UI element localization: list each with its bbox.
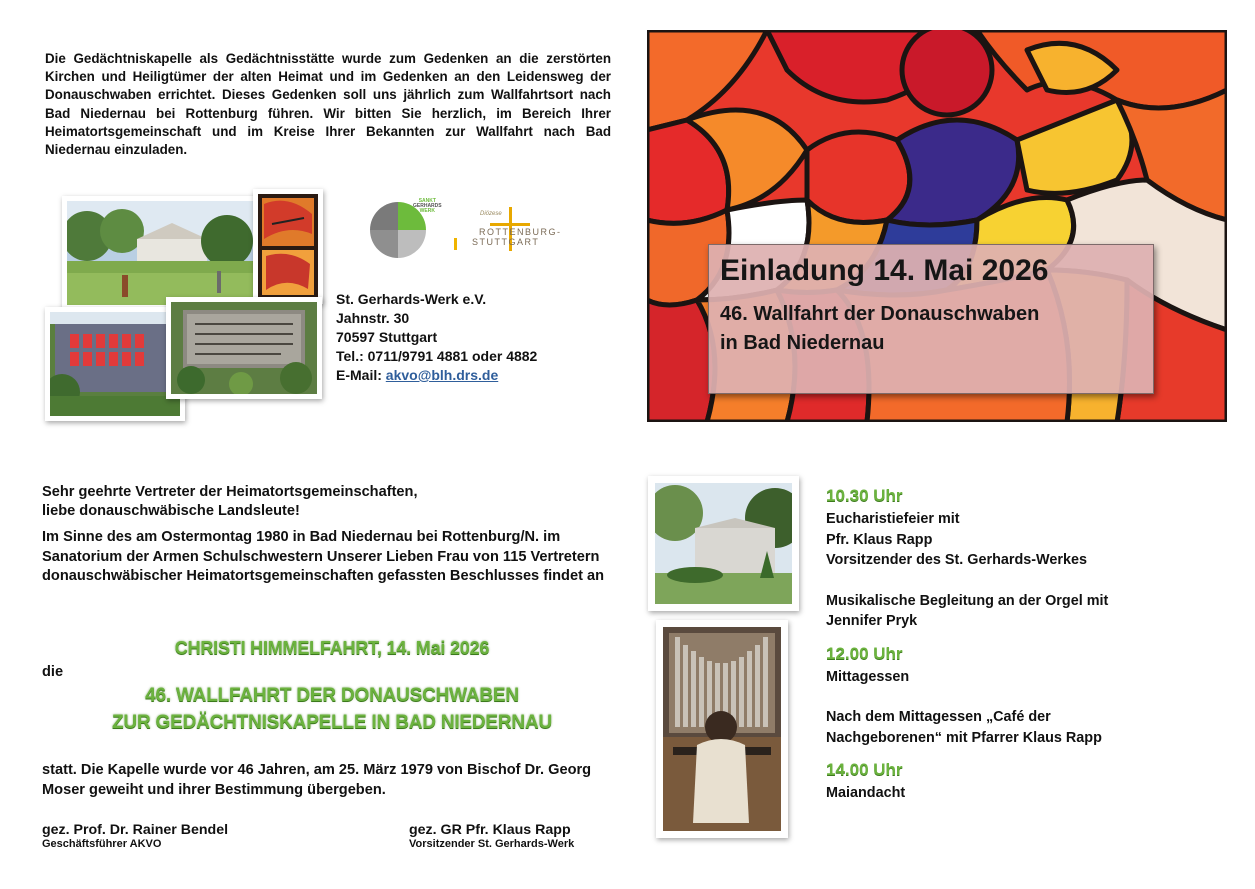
letter bbox=[42, 483, 632, 586]
time-1030: 10.30 Uhr bbox=[826, 486, 903, 505]
schedule-cafe-line1: Nach dem Mittagessen „Café der bbox=[826, 709, 1051, 725]
photo-chapel-windows bbox=[45, 307, 185, 421]
schedule-priest: Pfr. Klaus Rapp bbox=[826, 531, 933, 548]
city: 70597 Stuttgart bbox=[336, 329, 438, 345]
invitation-title: Einladung 14. Mai 2026 bbox=[720, 254, 1049, 287]
email-row bbox=[336, 366, 537, 385]
email-link[interactable]: akvo@blh.drs.de bbox=[385, 367, 499, 383]
signature-2-role: Vorsitzender St. Gerhards-Werk bbox=[409, 838, 575, 850]
event-heading-line1: 46. WALLFAHRT DER DONAUSCHWABEN bbox=[145, 685, 519, 706]
gerhardswerk-logo-text: SANKT GERHARDS WERK bbox=[413, 198, 442, 214]
schedule-maiandacht: Maiandacht bbox=[826, 785, 906, 801]
invitation-subtitle bbox=[720, 300, 1039, 358]
dioezese-divider bbox=[454, 238, 457, 250]
signature-2 bbox=[409, 822, 574, 850]
schedule-cafe-line2: Nachgeborenen“ mit Pfarrer Klaus Rapp bbox=[826, 729, 1102, 746]
letter-body: Im Sinne des am Ostermontag 1980 in Bad Niedernau bei Rottenburg/N. im Sanatorium der Armen Schulschwestern Unserer Lieben Frau von 115 Vertretern donauschwäbischer Heimatortsgemeinschaften gefassten Beschlusses findet an bbox=[42, 529, 605, 584]
street: Jahnstr. 30 bbox=[336, 310, 410, 326]
time-1200: 12.00 Uhr bbox=[826, 643, 903, 663]
signature-1-role: Geschäftsführer AKVO bbox=[42, 838, 162, 850]
die-word: die bbox=[42, 664, 64, 680]
time-1400: 14.00 Uhr bbox=[826, 760, 903, 779]
invitation-line2: in Bad Niedernau bbox=[720, 332, 885, 354]
signature-2-name: gez. GR Pfr. Klaus Rapp bbox=[409, 822, 571, 838]
org-name: St. Gerhards-Werk e.V. bbox=[336, 291, 487, 307]
phone: Tel.: 0711/9791 4881 oder 4882 bbox=[336, 348, 538, 364]
dioezese-cross-logo: Diözese ROTTENBURG- STUTTGART bbox=[472, 207, 572, 257]
date-heading: CHRISTI HIMMELFAHRT, 14. Mai 2026 bbox=[174, 638, 490, 658]
photo-organ-player bbox=[656, 620, 788, 838]
schedule-organist: Jennifer Pryk bbox=[826, 613, 918, 629]
greeting-line2: liebe donauschwäbische Landsleute! bbox=[42, 503, 300, 520]
email-label: E-Mail: bbox=[336, 367, 382, 383]
signature-1-name: gez. Prof. Dr. Rainer Bendel bbox=[42, 822, 229, 838]
schedule bbox=[826, 485, 1226, 804]
event-heading-line2: ZUR GEDÄCHTNISKAPELLE IN BAD NIEDERNAU bbox=[112, 712, 552, 733]
schedule-lunch: Mittagessen bbox=[826, 668, 910, 685]
intro-paragraph: Die Gedächtniskapelle als Gedächtnisstätte wurde zum Gedenken an die zerstörten Kirchen und Heiligtümer der alten Heimat und im Gedenken an den Leidensweg der Donauschwaben errichtet. Dieses Gedenken soll uns jährlich zum Wallfahrtsort nach Bad Niedernau bei Rottenburg führen. Wir bitten Sie herzlich, im Bereich Ihrer Heimatortsgemeinschaft und im Kreise Ihrer Bekannten zur Wallfahrt nach Bad Niedernau einzuladen. bbox=[45, 51, 611, 158]
closing-paragraph: statt. Die Kapelle wurde vor 46 Jahren, am 25. März 1979 von Bischof Dr. Georg Moser geweiht und ihrer Bestimmung übergeben. bbox=[42, 762, 592, 798]
schedule-priest-role: Vorsitzender des St. Gerhards-Werkes bbox=[826, 552, 1087, 568]
photo-glass-window bbox=[253, 189, 323, 304]
photo-chapel-exterior bbox=[648, 476, 799, 611]
signature-1 bbox=[42, 822, 228, 850]
schedule-music: Musikalische Begleitung an der Orgel mit bbox=[826, 592, 1109, 609]
photo-chapel-garden bbox=[62, 196, 258, 310]
invitation-line1: 46. Wallfahrt der Donauschwaben bbox=[720, 303, 1040, 325]
address-block bbox=[336, 290, 537, 385]
greeting-line1: Sehr geehrte Vertreter der Heimatortsgemeinschaften, bbox=[42, 484, 418, 500]
schedule-mass: Eucharistiefeier mit bbox=[826, 511, 960, 527]
photo-memorial-plaque bbox=[166, 297, 322, 399]
